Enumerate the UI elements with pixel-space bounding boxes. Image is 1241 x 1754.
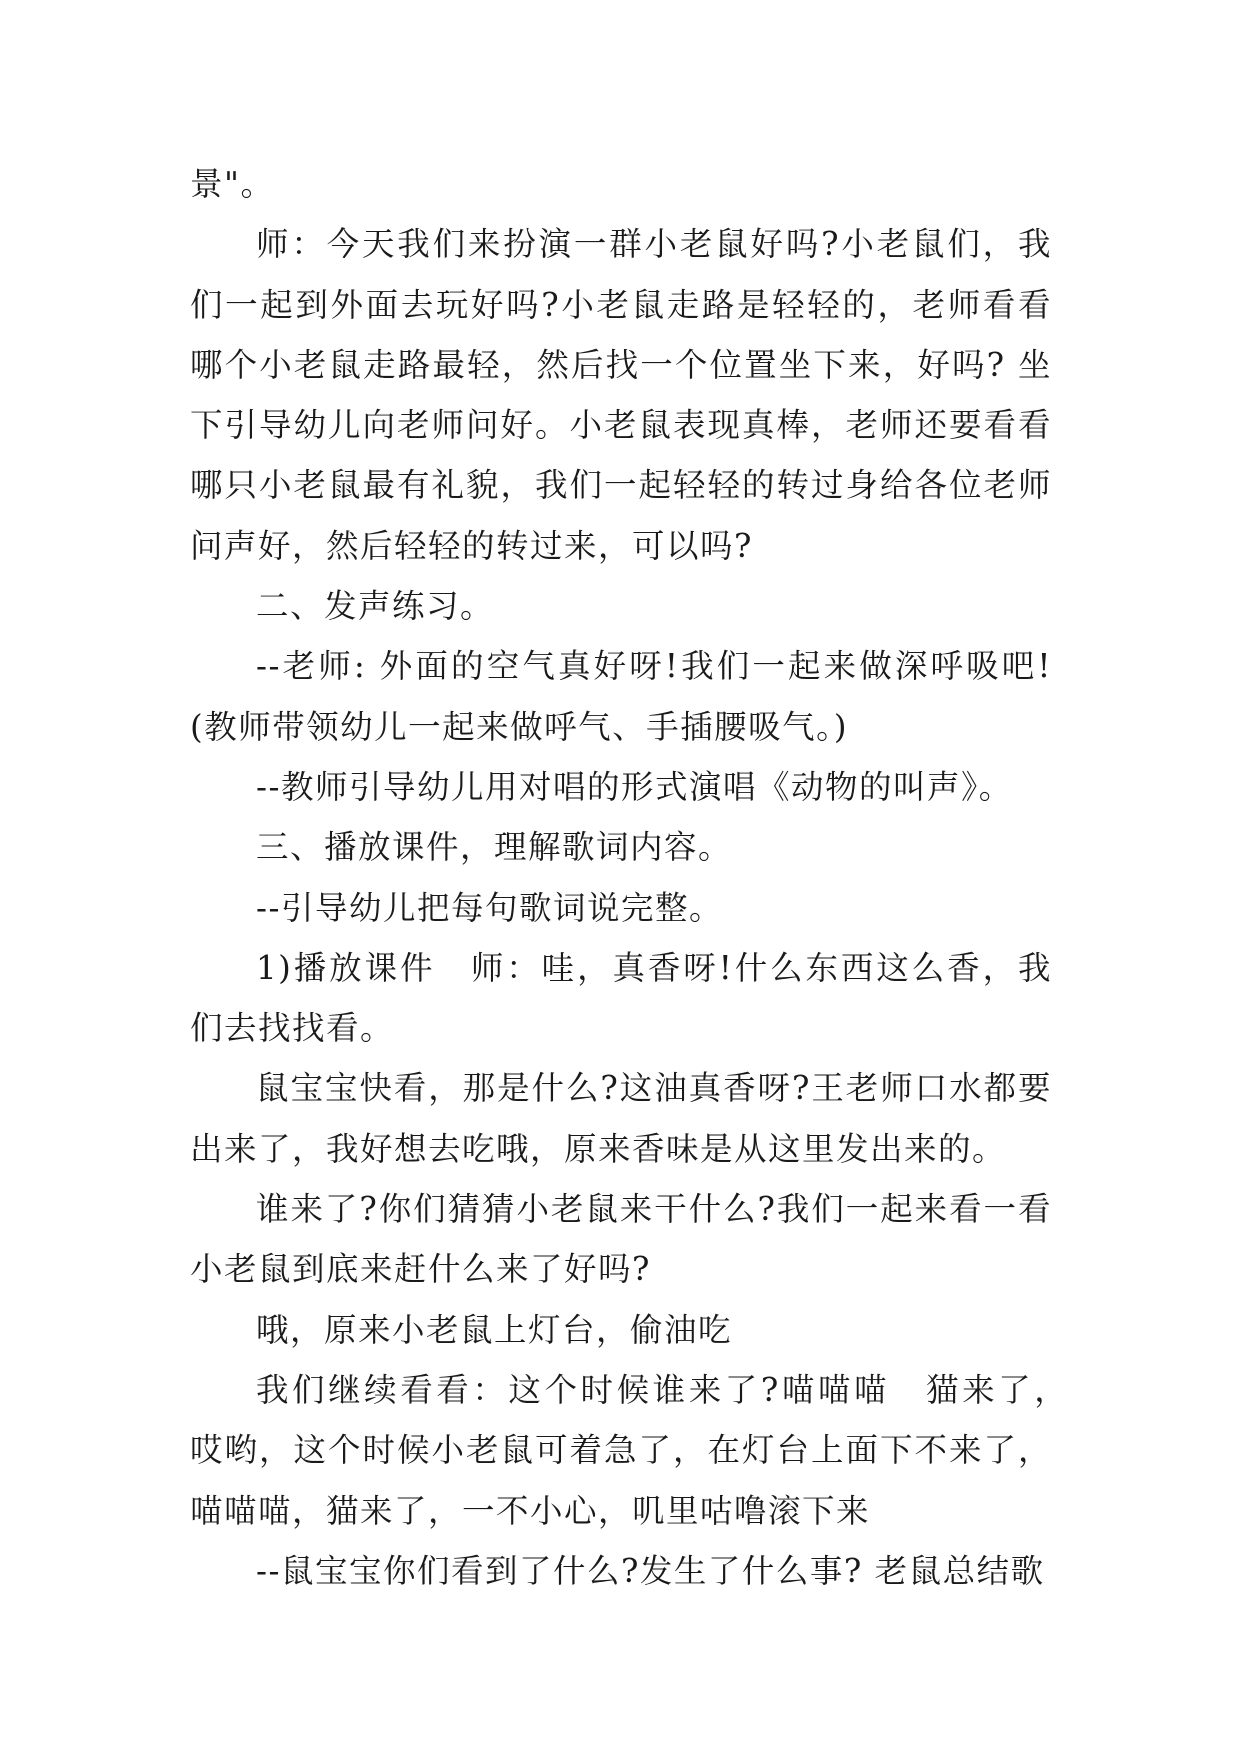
paragraph-continuation: 景"。 — [190, 165, 275, 203]
paragraph-mouse-look: 鼠宝宝快看，那是什么?这油真香呀?王老师口水都要出来了，我好想去吃哦，原来香味是从这里发出来的。 — [190, 1069, 1052, 1168]
section-heading-vocal-practice: 二、发声练习。 — [256, 587, 495, 626]
paragraph-who-came: 谁来了?你们猜猜小老鼠来干什么?我们一起来看一看小老鼠到底来赶什么来了好吗? — [190, 1190, 1052, 1289]
paragraph-breathing: --老师: 外面的空气真好呀!我们一起来做深呼吸吧!(教师带领幼儿一起来做呼气、手插腰吸气。) — [190, 647, 1052, 746]
paragraph-summary: --鼠宝宝你们看到了什么?发生了什么事? 老鼠总结歌 — [256, 1551, 1045, 1590]
section-heading-play-courseware: 三、播放课件，理解歌词内容。 — [256, 828, 733, 867]
document-body — [190, 154, 1087, 1601]
paragraph-lamp-stand: 哦，原来小老鼠上灯台，偷油吃 — [256, 1310, 733, 1349]
paragraph-play-courseware: 1)播放课件 师：哇，真香呀!什么东西这么香，我们去找找看。 — [190, 948, 1052, 1048]
paragraph-lyrics-guide: --引导幼儿把每句歌词说完整。 — [256, 888, 723, 927]
paragraph-duet-singing: --教师引导幼儿用对唱的形式演唱《动物的叫声》。 — [256, 767, 1013, 806]
paragraph-teacher-intro: 师：今天我们来扮演一群小老鼠好吗?小老鼠们，我们一起到外面去玩好吗?小老鼠走路是轻轻的，老师看看哪个小老鼠走路最轻，然后找一个位置坐下来，好吗? 坐下引导幼儿向老师问好。小老鼠表现真棒，老师还要看看哪只小老鼠最有礼貌，我们一起轻轻的转过身给各位老师问声好，然后轻轻的转过来，可以吗? — [190, 225, 1052, 565]
paragraph-cat-came: 我们继续看看：这个时候谁来了?喵喵喵 猫来了， 哎哟，这个时候小老鼠可着急了，在灯台上面下不来了，喵喵喵，猫来了，一不小心，叽里咕噜滚下来 — [190, 1370, 1087, 1530]
